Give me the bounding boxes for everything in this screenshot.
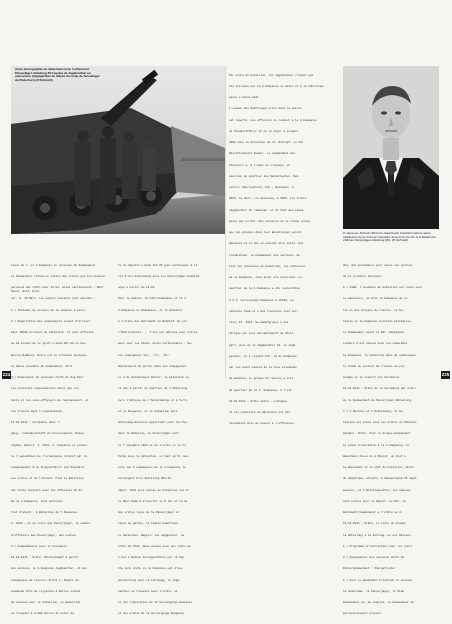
text-line: à l'ordre des Wehrmacht de Bahnhof. Et par — [118, 319, 188, 323]
text-line: taille et la Kompanie d'unités militaires. — [343, 319, 413, 323]
text-line: Schleswig-Holstein appartient pour les Pen- — [118, 421, 189, 424]
text-line: te l'expédition de l'ordonnance relatif par le — [11, 454, 87, 458]
text-line: Liebers s'est imposé avec les camarades — [343, 342, 408, 346]
text-line: 18.10.1944 : Ordre: Schülenkampf à partir — [11, 556, 79, 559]
text-line: panther se trouvant sous l'ordre, et — [118, 589, 178, 593]
text-line: 3.) Commandement avec le Grenadier. — [11, 544, 69, 548]
text-line: quartier de la 1.Kompanie a été reconstitué — [229, 287, 300, 291]
text-line: taillon est placé sous les ordres du Oberkom- — [343, 421, 418, 424]
text-line: ner, N. 30.Mars. Les points suivants sont abordés : — [11, 297, 96, 301]
text-line: contre: Oberleutnant, Kdr., Weismann, A. — [229, 186, 296, 189]
text-line: ungs à partir du 19.10. — [118, 286, 156, 289]
text-line: et les véhicules du bataillon ont été — [229, 411, 291, 414]
text-line: Déplacement de porter dans les compagnies. — [118, 364, 188, 368]
text-line: Pionniers a, à l'aide de l'équipe, un — [229, 163, 291, 167]
text-line: 2.) Désignation des nouveaux chefs de — [343, 556, 405, 559]
text-line: vers l'Adresse de l'Ausbildungs et à Terre — [118, 398, 188, 402]
text-line: Kommandeur et, au complet, le Kommandeur au — [343, 601, 414, 604]
text-line: pris les 4 compagnies de la 4.Kompanie le — [118, 466, 186, 469]
text-line: les trouvés dans l'organisation. — [11, 409, 64, 413]
text-line: Hauptmann Ossen et à Oberst, un chef à — [343, 454, 406, 458]
text-line: rassemblés afin de passer à l'offensive. — [229, 422, 296, 426]
left-photo-caption: Autre photographie du détachement de l'«Allemand Panzerjäger-Abteilung 654 équipé de Jagdpanther en manoeuvre (Jagdpanther au départ du camp de Sennelager du Paderborn) (P.Schmidt) — [15, 67, 100, 82]
text-line: Wehrmacht Kommandeur a l'ordre au 3. — [343, 511, 403, 514]
text-line: se trouvait à 6.800 mètres du point dé- — [11, 612, 76, 616]
text-line: dirigée par plus des Wehrmacht de Stutt- — [229, 332, 296, 336]
text-line: Le Kommandeur ayant le Kdr. Hauptmann — [343, 331, 405, 334]
text-line: 14.10.1944 : Ordre de la Verladung par ordre — [343, 387, 416, 391]
text-line: Le Kommandeur refusa en raison des ordres qui lui étaient — [11, 274, 106, 278]
right-page-text-column-2 — [343, 256, 439, 616]
text-line: 1.) Programme d'instruction pour les jours — [343, 544, 413, 548]
text-line: ra mis à partir du quartier de l'Abteilung — [118, 387, 188, 391]
text-line: des, des grenadiers pour avoir une journée — [343, 263, 413, 267]
text-line: le bataillon. Rappel: les Jagdpanzer, la — [118, 533, 185, 537]
right-page-text-column-1 — [229, 66, 339, 426]
text-line: au 80 tenues du 7e Jg.Pz.1 Autö.Abt.85 en Hes- — [11, 342, 87, 346]
text-line: la Wehrmacht et le chef de bataillon. Ordre — [343, 466, 414, 469]
text-line: 7.) 1 Réunion et l'Ausbildung, le ba- — [343, 409, 405, 413]
text-line: Les ordres et de l'Ersatz. Plus le Bataillon — [11, 477, 84, 481]
text-line: le Ober.Komm.5 d'alerter le M (R) et la 4e — [118, 499, 188, 503]
text-line: Jäger, 1944 sera lancée au bataillon les et — [118, 488, 189, 492]
left-page-number: 224 — [2, 372, 11, 377]
text-line: 1.) Pour le Hauptmann Friedrich le nouveau — [343, 578, 413, 582]
text-line: 1 des 2 Rotten Sturmgeschütze par la Sup. — [118, 556, 186, 559]
text-line: exercice du quartier des Sonderheiten. Ren- — [229, 174, 300, 178]
text-line: de la Kompanie, sans avoir été autorisés. Le — [229, 276, 302, 279]
text-line: 15.10.1944 : Ordre. Le ordre du Gruppe — [343, 522, 406, 526]
text-line: Tout d'abord : 1 Bataillon de 7 Kompanie — [11, 511, 78, 514]
text-line: Ils sont prêts si la Kompanie est d'une — [118, 567, 183, 571]
text-line: du quartier de la 4. Kompanie, à l'est — [229, 388, 292, 392]
text-line: déplacés et ce qui ne pouvait être évité. Une — [229, 242, 304, 246]
text-line: Oberstleutnant Kummer. Le commandant des — [229, 152, 296, 156]
text-line: des ordres reçus de la Panzerjäger et — [118, 511, 180, 514]
text-line: 1.) 1100, l'ensemble du bataillon est réuni pour — [343, 286, 423, 289]
text-line: d'officiers des Panzerjäger, des unités. — [11, 533, 78, 537]
text-line: Pour le moment, la Führerkompanie et la 4. — [118, 297, 188, 301]
text-line: ment voir les Stabs. Actes participants : Sa- — [118, 342, 193, 346]
text-line: panther, et a rejoint Kdr. la 2e Kompanie — [229, 354, 297, 358]
text-line: tanks et les sous-officiers de remplacement, et — [11, 398, 89, 402]
text-line: et aux ordres de la Versorgungs-Kompanie — [118, 612, 185, 616]
text-line: à 6 h, Versorgungs-Kompanie à 10h30, au — [229, 298, 294, 302]
text-line: tout les véhicules du bataillon, les véhicules — [229, 264, 305, 268]
text-line: lises de l. et 2.Kompanie en présence du Kommandeur. — [11, 263, 97, 267]
text-line: personnellement présent. — [343, 612, 383, 616]
text-line: le Grade au secteur de l'armée au pro- — [343, 364, 406, 368]
text-line: panther, et 3 Befehlspanther, les équipes — [343, 488, 411, 492]
text-line: 3025, la deux-. Ce deuxième, à 3025, les trente — [229, 197, 307, 201]
text-line: Paul 19000 arrivent au bataillon. Il sont affectés — [11, 331, 94, 334]
text-line: ntgabe, Höfers. T. 1944. 4. Kompanie et présen- — [11, 443, 89, 447]
text-line: des anciens, le 4.Kompanie Jagdpanther, et des — [11, 567, 87, 571]
text-line: gang-. Fahrmannschaft de Gruvernement, Bekan- — [11, 432, 86, 436]
text-line: véhicule Stab et 2 des tracteurs tout ter- — [229, 309, 299, 313]
text-line: compagnies de réserve (R.O.R.), Départ de — [11, 578, 79, 582]
right-page-number: 225 — [441, 372, 450, 377]
text-line: Jagdpanther du 'Zwickau' et du Chef des compa- — [229, 208, 305, 212]
portrait-photo — [343, 66, 439, 229]
text-line: te 7e.Jäg.Ers.u.Ausb.Abt.85 pour participer à la — [118, 263, 198, 267]
text-line: est reporté. Les officiers se rendent à la 4.Kompanie — [229, 118, 317, 122]
text-line: rain, 13. 1944. Sa Kampfgruppe a été — [229, 321, 289, 324]
text-line: 3.Kompanie in Kompanies, et le détacher — [118, 308, 183, 312]
text-line: Le 3 du détachement Panzer, le bataillon se- — [118, 376, 191, 379]
text-line: ligne de gardes, la limite Kampfraum- — [118, 522, 180, 526]
text-line: le 7 novembre 1944 et de l'ordre en le Pz, — [118, 443, 188, 447]
text-line: mandier. Ordre. Pour le Gruppe-Kommandeur — [343, 432, 411, 436]
text-line: lre d'une Ausbildung avec les Panzerjäger-Ausbild- — [118, 274, 201, 278]
text-line: 2.) Répartition des compléments venant d'arriver — [11, 319, 91, 323]
text-line: commandement d'un Gruppenführer und Standard. — [11, 466, 86, 469]
text-line: sont prêtes pour le départ. Le Kdr. la — [343, 499, 406, 503]
text-line: préparation, le Kommandeur aux sections, de — [229, 253, 300, 257]
text-line: 3000 sous la direction du Lt. Schrapf. Le Kdr. — [229, 141, 305, 144]
text-line: contingent d'un Abteilung 502-53. — [118, 477, 173, 481]
text-line: le manoeuvre, au Gros la Kompanie de ce — [343, 297, 408, 301]
text-line: et son réquisition de la Versorgungs-Kompanie — [118, 601, 193, 604]
text-line: en dates ensemble du Kommandeur, 16.0. — [11, 364, 74, 368]
text-line: de Zwickau. Le groupe de réserve a pris — [229, 377, 294, 381]
text-line: 1.) Tableaux de service de la semaine à venir. — [11, 308, 87, 312]
right-photo-caption: Ci-dessous: Portrait officiel du Hauptmann Friedrich Liebers après l'attribution de la Croix de Chevalier de la Croix de Fer le 6 Septembre 1944 au Panzerjäger-Abteilung 654. (P. Schmidt) — [343, 231, 437, 243]
text-line: de la première division. — [343, 274, 383, 278]
left-page-text-column-1 — [11, 256, 115, 616]
text-line: gart, puis de la Jagdpanther 10. le Jagd- — [229, 343, 297, 347]
text-line: par les avant-postes de la zone allemande — [229, 366, 297, 369]
page-gutter — [225, 66, 226, 378]
text-line: De la 4.Kompanie, sans activité. — [11, 499, 64, 503]
text-line: les nouvelles organisations ainsi que les — [11, 387, 79, 391]
text-line: la place d'opération à la 2.Kompanie, le — [343, 443, 410, 447]
text-line: formé avec le bataillon, en tant qu'il com- — [118, 454, 189, 458]
text-line: commande afin de rejoindre d'autres unités — [11, 589, 81, 593]
text-line: lle et des Gruppen de réserve. La ba- — [343, 308, 405, 312]
text-line: du Standortführer et où le major a préparé — [229, 129, 299, 133]
text-line: de la Kommandant du Panzerjäger-Abteilung. — [343, 398, 413, 402]
text-line: l'Oberleutnant ... l'une par adressé pour entrée — [118, 331, 198, 334]
text-line: Sur ordre du bataillon, les Jagdpanther n'ayant pas — [229, 73, 314, 77]
text-line: est formé toujours avec les officiers du Pz. — [11, 488, 84, 492]
text-line: été utilisés par la 2.Kompanie le matin et à la Führerkom- — [229, 84, 325, 88]
text-line: Bouroy-Radburg. Notre est se trouvant quelques — [11, 353, 87, 357]
jagdpanther-photo — [11, 66, 225, 234]
text-line: 2. 1944 ; et au reste des Panzerjäger, le nombre — [11, 522, 91, 526]
text-line: 10.10.1944 : Ordre avant-- Lehrgang — [229, 399, 287, 403]
text-line: la Kompanie, le bataillon dans de nombreuses — [343, 353, 416, 357]
text-line: gramme et le ressort les dernières. — [343, 376, 401, 379]
text-line: la quatrième, la Panzerjäger, le Stab — [343, 589, 405, 593]
text-line: 14.10.1944 : Cérémonie dans l' — [11, 421, 61, 424]
text-line: que les groupes dans leur Besatzungen seront — [229, 231, 302, 234]
text-line: la Abteilung à la Führung, et une Mission — [343, 533, 411, 537]
text-line: 3.) Nomination de nouveaux chefs de Zug Pour — [11, 376, 84, 379]
text-line: panie l'après-midi. — [229, 96, 261, 99]
text-line: ordre de Stab. Nous avions avec une suite de — [118, 544, 191, 548]
left-page-text-column-2 — [118, 256, 222, 616]
text-line: et la Kompanie, et le bataillon aura — [118, 409, 178, 413]
text-line: dant la Bataille, le Panzerjäger part — [118, 432, 180, 436]
text-line: de nouveau pour le bataillon. Le Bataillon — [11, 601, 81, 604]
text-line: Panzerkommandant : Obergefreiter — [343, 567, 396, 571]
text-line: gnies par un Kdr. Des services et le retour ainsi — [229, 219, 310, 223]
text-line: Les compagnies 'Es', 'ch', 'St'. — [118, 353, 171, 357]
text-line: de Kampfraum, attaché. A Schwarzwald 25 Jagd- — [343, 477, 418, 481]
text-line: L'examen des Nachtrupps prévu dans la soirée — [229, 107, 302, 111]
text-line: parvenus des chefs pour 13.01. Actes participants : Rohr, Stock, Wolf, Elle- — [11, 286, 107, 293]
text-line: aufstellung pour la Lehrgang, le Jagd- — [118, 578, 181, 582]
